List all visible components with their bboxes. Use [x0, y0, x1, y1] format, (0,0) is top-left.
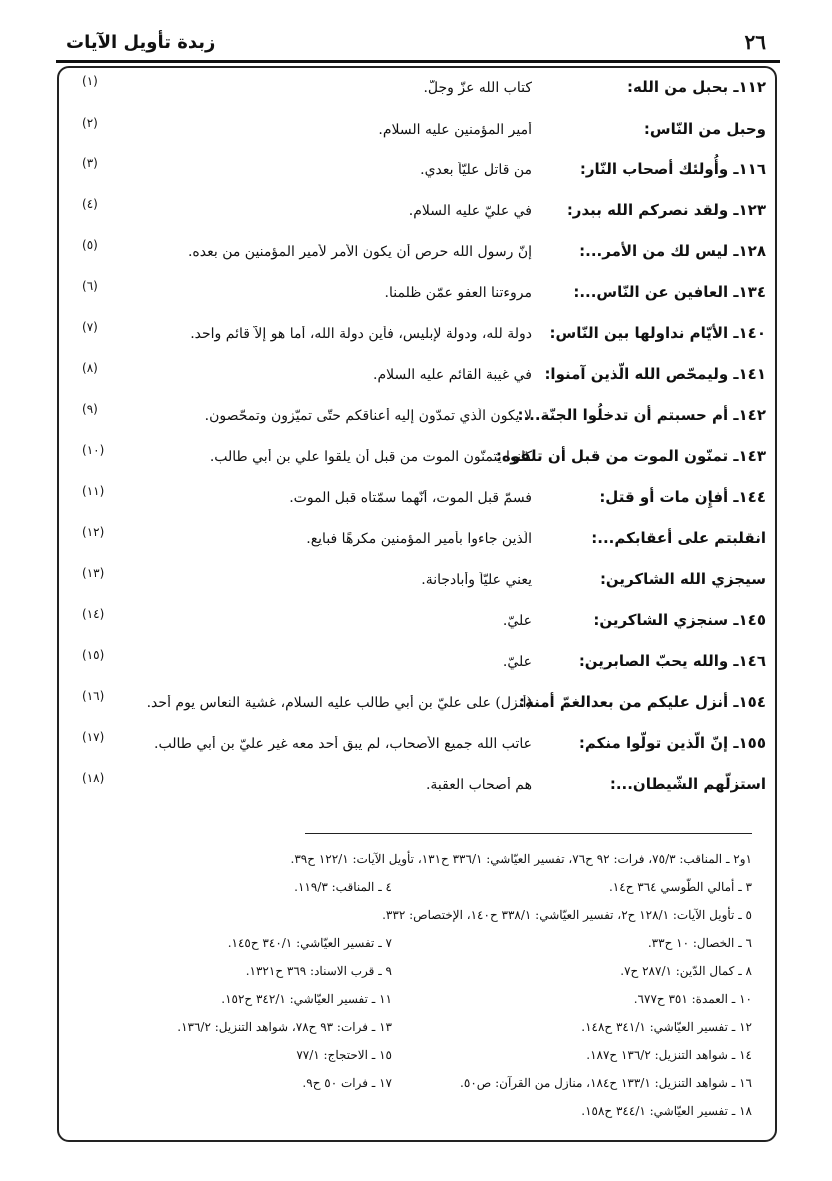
note-number: (١٤) [82, 607, 105, 621]
verse-label: ١٤٠ـ الأيّام نداولها بين النّاس: [549, 324, 766, 342]
page-header [66, 30, 766, 60]
gloss-text: لا يكون الّذي تمدّون إليه أعناقكم حتّى تميّزون وتمحّصون. [204, 408, 532, 424]
note-number: (١٣) [82, 566, 105, 580]
gloss-text: (أنزل) على عليّ بن أبي طالب عليه السلام، غشية النعاس يوم أُحد. [146, 695, 532, 711]
entry [66, 689, 766, 723]
verse-label: ١٥٤ـ أنزل عليكم من بعدالغمّ أمنة: [518, 693, 766, 711]
verse-label: انقلبتم على أعقابكم...: [591, 529, 766, 547]
verse-label: ١١٦ـ وأُولئك أصحاب النّار: [579, 160, 766, 178]
footnote: ٥ ـ تأويل الآيات: ١٢٨/١ ح٢، تفسير العيّاشي: ٣٣٨/١ ح١٤٠، الإختصاص: ٣٣٢. [382, 908, 752, 922]
verse-label: وحبل من النّاس: [643, 120, 766, 138]
note-number: (٣) [82, 156, 98, 170]
note-number: (١) [82, 74, 98, 88]
footnote: ٤ ـ المناقب: ١١٩/٣. [294, 880, 392, 894]
note-number: (١٨) [82, 771, 105, 785]
footnote: ٣ ـ أمالي الطّوسي ٣٦٤ ح١٤. [608, 880, 752, 894]
gloss-text: فسمّ قبل الموت، أنّهما سمّتاه قبل الموت. [289, 490, 532, 506]
verse-label: ١٤٦ـ والله يحبّ الصابرين: [578, 652, 766, 670]
entry [66, 197, 766, 231]
entry [66, 402, 766, 436]
gloss-text: يعني عليّاً وأبادجانة. [421, 572, 532, 588]
verse-label: ١٤٤ـ أفإِن مات أو قتل: [599, 488, 766, 506]
note-number: (١٥) [82, 648, 105, 662]
footnote: ١٤ ـ شواهد التنزيل: ١٣٦/٢ ح١٨٧. [586, 1048, 752, 1062]
footnote: ١٨ ـ تفسير العيّاشي: ٣٤٤/١ ح١٥٨. [581, 1104, 752, 1118]
entry [66, 607, 766, 641]
header-rule [56, 60, 780, 63]
verse-label: ١٤٢ـ أم حسبتم أن تدخلُوا الجنّة...: [517, 406, 766, 424]
entry [66, 566, 766, 600]
gloss-text: أمير المؤمنين عليه السلام. [378, 122, 532, 138]
note-number: (٢) [82, 116, 98, 130]
note-number: (١٢) [82, 525, 105, 539]
verse-label: ١٥٥ـ إنّ الّذين تولّوا منكم: [578, 734, 766, 752]
gloss-text: في غيبة القائم عليه السلام. [373, 367, 532, 383]
gloss-text: من قاتل عليّاً بعدي. [420, 162, 532, 178]
gloss-text: مروءتنا العفو عمّن ظلمنا. [384, 285, 532, 301]
entry [66, 279, 766, 313]
note-number: (٥) [82, 238, 98, 252]
gloss-text: إنّ رسول الله حرص أن يكون الأمر لأمير المؤمنين من بعده. [187, 244, 532, 260]
page-number: ٢٦ [744, 30, 766, 54]
footnote: ٨ ـ كمال الدّين: ٢٨٧/١ ح٧. [620, 964, 752, 978]
gloss-text: عليّ. [502, 613, 532, 629]
note-number: (٩) [82, 402, 98, 416]
footnote: ١٣ ـ فرات: ٩٣ ح٧٨، شواهد التنزيل: ١٣٦/٢. [177, 1020, 392, 1034]
gloss-text: كانوا يتمنّون الموت من قبل أن يلقوا علي بن أبي طالب. [209, 449, 532, 465]
footnote: ١٧ ـ فرات ٥٠ ح٩. [302, 1076, 392, 1090]
gloss-text: دولة لله، ودولة لإبليس، فأين دولة الله، أما هو إلاّ قائم واحد. [190, 326, 532, 342]
footnote: ٩ ـ قرب الاسناد: ٣٦٩ ح١٣٢١. [245, 964, 392, 978]
footnote: ١و٢ ـ المناقب: ٧٥/٣، فرات: ٩٢ ح٧٦، تفسير العيّاشي: ٣٣٦/١ ح١٣١، تأويل الآيات: ١٢٢/١ ح٣٩. [290, 852, 752, 866]
gloss-text: عليّ. [502, 654, 532, 670]
running-title: زبدة تأويل الآيات [66, 32, 216, 53]
verse-label: ١٤١ـ وليمحّص الله الّذين آمنوا: [544, 365, 766, 383]
verse-label: ١٣٤ـ العافين عن النّاس...: [573, 283, 766, 301]
note-number: (١٠) [82, 443, 105, 457]
note-number: (٦) [82, 279, 98, 293]
entry [66, 156, 766, 190]
entry [66, 484, 766, 518]
gloss-text: كتاب الله عزّ وجلّ. [423, 80, 532, 96]
entry [66, 238, 766, 272]
entry [66, 771, 766, 805]
footnote: ١٦ ـ شواهد التنزيل: ١٣٣/١ ح١٨٤، منازل من القرآن: ص٥٠. [460, 1076, 752, 1090]
footnote: ٦ ـ الخصال: ١٠ ح٣٣. [647, 936, 752, 950]
footnote: ١٥ ـ الاحتجاج: ٧٧/١ [296, 1048, 392, 1062]
gloss-text: في عليّ عليه السلام. [408, 203, 532, 219]
note-number: (١٧) [82, 730, 105, 744]
verse-label: ١٤٣ـ تمنّون الموت من قبل أن تلقوه: [495, 447, 766, 465]
gloss-text: الّذين جاءوا بأمير المؤمنين مكرهًا فبايع. [306, 531, 532, 547]
note-number: (٧) [82, 320, 98, 334]
gloss-text: عاتب الله جميع الأصحاب، لم يبق أحد معه غير عليّ بن أبي طالب. [154, 736, 532, 752]
entry [66, 361, 766, 395]
verse-label: ١١٢ـ بحبل من الله: [627, 78, 766, 96]
verse-label: ١٤٥ـ سنجزي الشاكرين: [593, 611, 766, 629]
verse-label: ١٢٨ـ ليس لك من الأمر...: [579, 242, 766, 260]
note-number: (٤) [82, 197, 98, 211]
note-number: (١٦) [82, 689, 105, 703]
entry [66, 525, 766, 559]
entry [66, 648, 766, 682]
footnote: ١٢ ـ تفسير العيّاشي: ٣٤١/١ ح١٤٨. [581, 1020, 752, 1034]
note-number: (٨) [82, 361, 98, 375]
entry [66, 74, 766, 108]
verse-label: استزلّهم الشّيطان...: [609, 775, 766, 793]
footnote: ٧ ـ تفسير العيّاشي: ٣٤٠/١ ح١٤٥. [227, 936, 392, 950]
entry [66, 116, 766, 150]
footnote-separator [305, 833, 752, 834]
entry [66, 320, 766, 354]
footnote: ١٠ ـ العمدة: ٣٥١ ح٦٧٧. [633, 992, 752, 1006]
verse-label: ١٢٣ـ ولقد نصركم الله ببدر: [566, 201, 766, 219]
gloss-text: هم أصحاب العقبة. [425, 777, 532, 793]
note-number: (١١) [82, 484, 105, 498]
verse-label: سيجزي الله الشاكرين: [599, 570, 766, 588]
entry [66, 443, 766, 477]
footnote: ١١ ـ تفسير العيّاشي: ٣٤٢/١ ح١٥٢. [221, 992, 392, 1006]
entry [66, 730, 766, 764]
